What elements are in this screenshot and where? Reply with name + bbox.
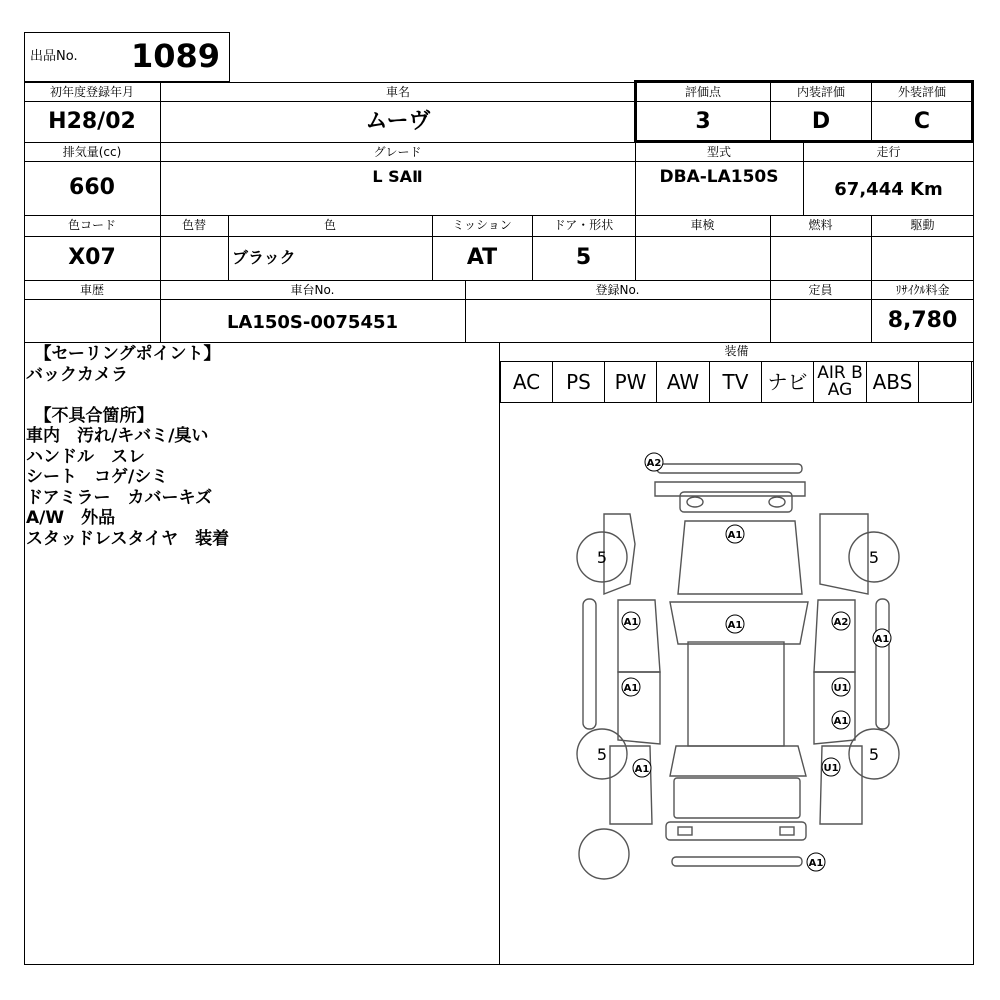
defect-line: 車内 汚れ/キバミ/臭い [26, 426, 209, 446]
door-shape-label: ドア・形状 [553, 218, 614, 232]
equipment-ac: AC [500, 361, 553, 403]
plate-right [780, 827, 794, 835]
damage-mark-label: A2 [646, 458, 662, 469]
defect-line: A/W 外品 [26, 508, 116, 528]
drive-label: 駆動 [910, 218, 935, 232]
equipment-airbag: AIR BAG [813, 361, 867, 403]
rear-bumper-lower [672, 857, 802, 866]
color-value: ブラック [232, 248, 296, 267]
damage-mark-label: A1 [623, 617, 639, 628]
color-code-value: X07 [68, 245, 116, 270]
mileage-value: 67,444 Km [834, 179, 943, 200]
recycle-fee-value: 8,780 [887, 308, 958, 333]
damage-mark-label: A1 [808, 858, 824, 869]
first-registration-label: 初年度登録年月 [49, 85, 134, 99]
damage-mark-label: A1 [727, 620, 743, 631]
equipment-label: 装備 [724, 344, 749, 358]
defect-line: ドアミラー カバーキズ [26, 488, 213, 508]
equipment-ps: PS [552, 361, 605, 403]
damage-mark-label: A2 [833, 617, 849, 628]
selling-points-header: 【セーリングポイント】 [26, 344, 221, 364]
tire-depth-label: 5 [868, 548, 880, 567]
selling-point-line: バックカメラ [26, 365, 128, 385]
right-side-sill [876, 599, 889, 729]
lot-number-label: 出品No. [30, 49, 78, 64]
transmission-label: ミッション [452, 218, 512, 232]
recycle-fee-label: ﾘｻｲｸﾙ料金 [895, 283, 950, 297]
tire-depth-label: 5 [868, 745, 880, 764]
equipment-abs: ABS [866, 361, 919, 403]
damage-mark-label: U1 [833, 683, 849, 694]
left-rear-quarter [610, 746, 652, 824]
interior-grade-value: D [811, 109, 831, 134]
score-value: 3 [695, 109, 711, 134]
damage-mark-label: A1 [634, 764, 650, 775]
chassis-number-value: LA150S-0075451 [226, 312, 399, 333]
front-bumper-lower [655, 482, 805, 496]
door-shape-value: 5 [575, 245, 592, 270]
exterior-grade-value: C [913, 109, 931, 134]
color-label: 色 [323, 218, 336, 232]
displacement-value: 660 [69, 175, 115, 200]
plate-left [678, 827, 692, 835]
tire-depth-label: 5 [596, 548, 608, 567]
car-history-label: 車歴 [79, 283, 104, 297]
rear-window [670, 746, 806, 776]
transmission-value: AT [466, 245, 498, 270]
model-code-value: DBA-LA150S [659, 167, 779, 187]
damage-mark-label: A1 [727, 530, 743, 541]
equipment-blank [918, 361, 972, 403]
capacity-label: 定員 [808, 283, 833, 297]
displacement-label: 排気量(cc) [62, 145, 122, 159]
defect-line: スタッドレスタイヤ 装着 [26, 529, 230, 549]
chassis-number-label: 車台No. [290, 283, 335, 297]
car-name-value: ムーヴ [365, 109, 431, 134]
equipment-navi: ナビ [761, 361, 814, 403]
model-code-label: 型式 [706, 145, 731, 159]
equipment-tv: TV [709, 361, 762, 403]
headlight-left [687, 497, 703, 507]
damage-mark-label: A1 [623, 683, 639, 694]
equipment-pw: PW [604, 361, 657, 403]
inspection-label: 車検 [690, 218, 715, 232]
headlight-right [769, 497, 785, 507]
rear-bumper [666, 822, 806, 840]
grade-value: L SAⅡ [372, 167, 423, 186]
defect-line: ハンドル スレ [26, 447, 145, 467]
damage-mark-label: A1 [833, 716, 849, 727]
first-registration-value: H28/02 [48, 109, 136, 134]
tailgate [674, 778, 800, 818]
right-front-fender [820, 514, 868, 594]
exterior-grade-label: 外装評価 [897, 85, 946, 99]
car-name-label: 車名 [385, 85, 410, 99]
fuel-label: 燃料 [808, 218, 833, 232]
mileage-label: 走行 [876, 145, 901, 159]
grille [680, 492, 792, 512]
grade-label: グレード [373, 145, 422, 159]
front-bumper [657, 464, 802, 473]
registration-number-label: 登録No. [595, 283, 640, 297]
left-front-fender [604, 514, 635, 594]
damage-mark-label: U1 [823, 763, 839, 774]
left-side-sill [583, 599, 596, 729]
color-change-label: 色替 [181, 218, 206, 232]
score-label: 評価点 [684, 85, 721, 99]
equipment-aw: AW [656, 361, 710, 403]
defect-line: シート コゲ/シミ [26, 467, 169, 487]
defects-header: 【不具合箇所】 [26, 406, 154, 426]
damage-mark-label: A1 [874, 634, 890, 645]
roof [688, 642, 784, 746]
right-rear-quarter [820, 746, 862, 824]
spare-tire [579, 829, 629, 879]
color-code-label: 色コード [67, 218, 116, 232]
right-front-door [814, 600, 855, 672]
left-front-door [618, 600, 660, 672]
vehicle-damage-diagram [500, 404, 972, 964]
lot-number-value: 1089 [130, 37, 220, 75]
interior-grade-label: 内装評価 [796, 85, 845, 99]
tire-depth-label: 5 [596, 745, 608, 764]
